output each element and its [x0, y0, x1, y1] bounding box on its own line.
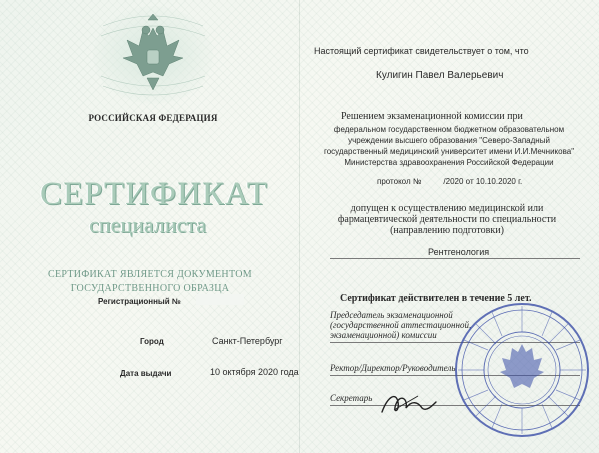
- certificate-intro: Настоящий сертификат свидетельствует о том, что: [314, 46, 529, 56]
- fold-line: [299, 0, 300, 453]
- city-value: Санкт-Петербург: [212, 336, 283, 346]
- registration-number-redacted: [196, 294, 244, 305]
- validity-statement: Сертификат действителен в течение 5 лет.: [340, 293, 532, 304]
- city-label: Город: [140, 337, 164, 346]
- certificate-title: СЕРТИФИКАТ: [40, 176, 268, 212]
- registration-number-label: Регистрационный №: [98, 297, 181, 306]
- round-official-seal-icon: [452, 300, 592, 440]
- protocol-prefix: протокол №: [377, 177, 422, 186]
- commission-chair-label: Председатель экзаменационной (государственной аттестационной, экзаменационной) комиссии: [330, 310, 472, 340]
- coat-of-arms-eagle-icon: [93, 6, 213, 104]
- holder-name: Кулигин Павел Валерьевич: [376, 70, 504, 81]
- issuing-organization: федеральном государственном бюджетном образовательном учреждении высшего образования "Северо-Западный государственный медицинский университет имени И.И.Мечникова" Министерства здравоохранения Российской Федерации: [323, 125, 575, 167]
- state-document-note: СЕРТИФИКАТ ЯВЛЯЕТСЯ ДОКУМЕНТОМ ГОСУДАРСТВЕННОГО ОБРАЗЦА: [48, 269, 252, 294]
- protocol-line: [377, 177, 522, 186]
- country-name: РОССИЙСКАЯ ФЕДЕРАЦИЯ: [88, 113, 218, 123]
- rector-label: Ректор/Директор/Руководитель: [330, 363, 456, 373]
- protocol-suffix: /2020 от 10.10.2020 г.: [443, 177, 523, 186]
- admission-statement: допущен к осуществлению медицинской или фармацевтической деятельности по специальности (направлению подготовки): [337, 203, 557, 236]
- issue-date-label: Дата выдачи: [120, 369, 172, 378]
- specialty-underline: [330, 258, 580, 259]
- specialty-value: Рентгенология: [428, 247, 490, 257]
- issue-date-value: 10 октября 2020 года: [210, 367, 299, 377]
- certificate-subtitle: специалиста: [89, 212, 206, 237]
- handwritten-signature-icon: [378, 388, 438, 418]
- secretary-label: Секретарь: [330, 393, 373, 403]
- commission-decision: Решением экзаменационной комиссии при: [341, 111, 523, 122]
